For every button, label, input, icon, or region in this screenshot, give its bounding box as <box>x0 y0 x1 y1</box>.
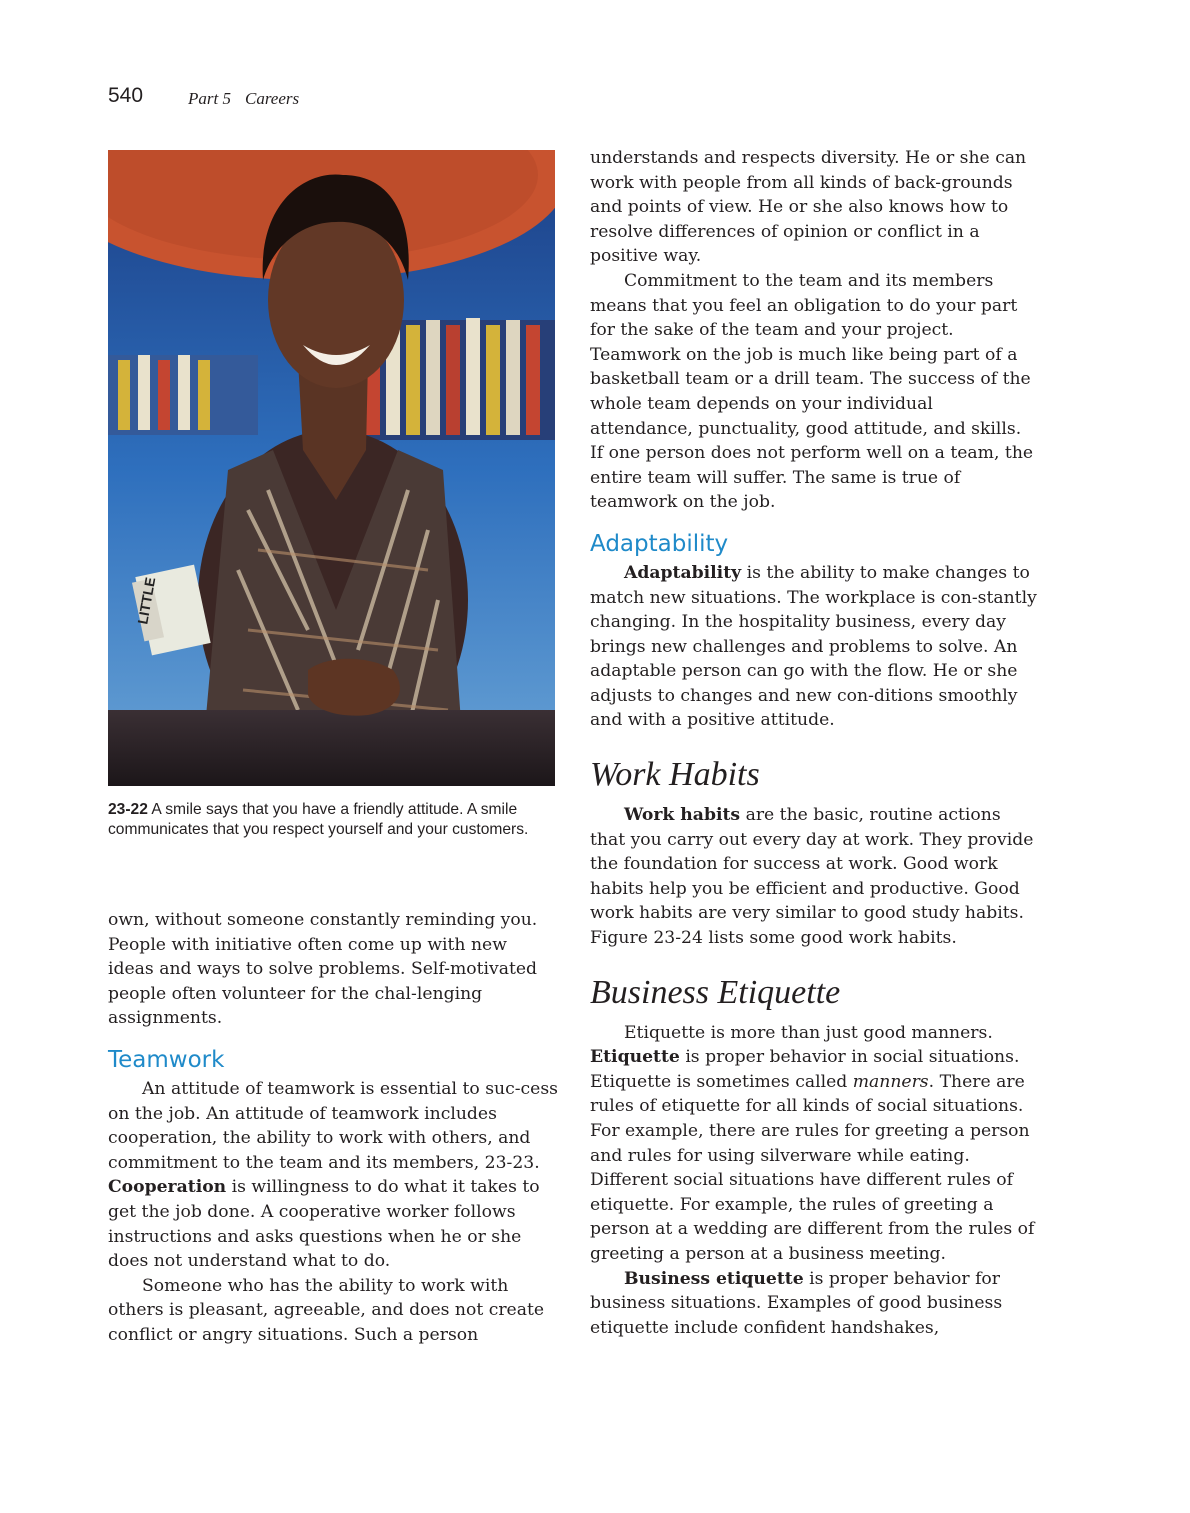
right-column <box>590 146 1038 1340</box>
page-number: 540 <box>108 84 144 107</box>
part-label: Part 5 <box>188 89 231 108</box>
sign-text: LITTLE <box>134 575 159 626</box>
business-etiquette-term: Business etiquette <box>624 1268 804 1289</box>
left-paragraph-3: Someone who has the ability to work with others is pleasant, agreeable, and does not create conflict or angry situations. Such a person <box>108 1275 545 1345</box>
left-column <box>108 908 558 1348</box>
figure-hands <box>308 659 400 716</box>
cooperation-term: Cooperation <box>108 1177 227 1198</box>
counter <box>108 710 555 786</box>
right-paragraph-5-s1: Etiquette is more than just good manners. <box>624 1022 993 1043</box>
right-paragraph-2: Commitment to the team and its members means that you feel an obligation to do your part for the sake of the team and your project. Teamwork on the job is much like being part of a basketball team or a drill team. The success of the whole team depends on your individual attendance, punctuality, good attitude, and skills. If one person does not perform well on a team, the entire team will suffer. The same is true of teamwork on the job. <box>590 270 1034 513</box>
section-label: Careers <box>244 89 300 108</box>
right-paragraph-5-mid: is proper behavior in social situations. Etiquette is sometimes called <box>590 1047 1020 1092</box>
right-paragraph-5 <box>590 1021 1038 1267</box>
right-paragraph-6-post: is proper behavior for business situations. Examples of good business etiquette include confident handshakes, <box>590 1268 1003 1338</box>
manners-term: manners <box>852 1071 929 1092</box>
right-paragraph-1: understands and respects diversity. He or she can work with people from all kinds of back-grounds and points of view. He or she also knows how to resolve differences of opinion or conflict in a positive way. <box>590 148 1027 267</box>
left-paragraph-2-pre: An attitude of teamwork is essential to suc-cess on the job. An attitude of teamwork includes cooperation, the ability to work with others, and commitment to the team and its members, 23-23. <box>108 1078 558 1173</box>
running-head <box>188 89 299 109</box>
etiquette-term: Etiquette <box>590 1047 680 1068</box>
teamwork-heading: Teamwork <box>108 1046 225 1073</box>
figure-caption <box>108 800 558 839</box>
figure-number: 23-22 <box>108 801 148 818</box>
left-paragraph-2 <box>108 1077 558 1274</box>
right-paragraph-4 <box>590 803 1038 951</box>
adaptability-term: Adaptability <box>624 562 742 583</box>
adaptability-heading: Adaptability <box>590 530 729 557</box>
figure-photo <box>108 150 555 786</box>
business-etiquette-heading: Business Etiquette <box>590 973 841 1011</box>
right-paragraph-3-post: is the ability to make changes to match new situations. The workplace is con-stantly changing. In the hospitality business, every day brings new challenges and problems to solve. An adaptable person can go with the flow. He or she adjusts to changes and new con-ditions smoothly and with a positive attitude. <box>590 562 1037 731</box>
right-paragraph-6 <box>590 1267 1038 1341</box>
left-paragraph-2-post: is willingness to do what it takes to get the job done. A cooperative worker follows instructions and asks questions when he or she does not understand what to do. <box>108 1177 540 1272</box>
right-paragraph-5-post: . There are rules of etiquette for all kinds of social situations. For example, there are rules for greeting a person and rules for using silverware while eating. Different social situations have different rules of etiquette. For example, the rules of greeting a person at a wedding are different from the rules of greeting a person at a business meeting. <box>590 1071 1035 1264</box>
figure-caption-text: A smile says that you have a friendly attitude. A smile communicates that you respect yourself and your customers. <box>108 801 529 838</box>
right-paragraph-3 <box>590 561 1038 733</box>
work-habits-term: Work habits <box>624 805 741 826</box>
left-paragraph-1: own, without someone constantly reminding you. People with initiative often come up with new ideas and ways to solve problems. Self-motivated people often volunteer for the chal-lenging assignments. <box>108 910 538 1029</box>
work-habits-heading: Work Habits <box>590 756 760 794</box>
right-paragraph-4-post: are the basic, routine actions that you carry out every day at work. They provide the foundation for success at work. Good work habits help you be efficient and productive. Good work habits are very similar to good study habits. Figure 23-24 lists some good work habits. <box>590 805 1034 949</box>
